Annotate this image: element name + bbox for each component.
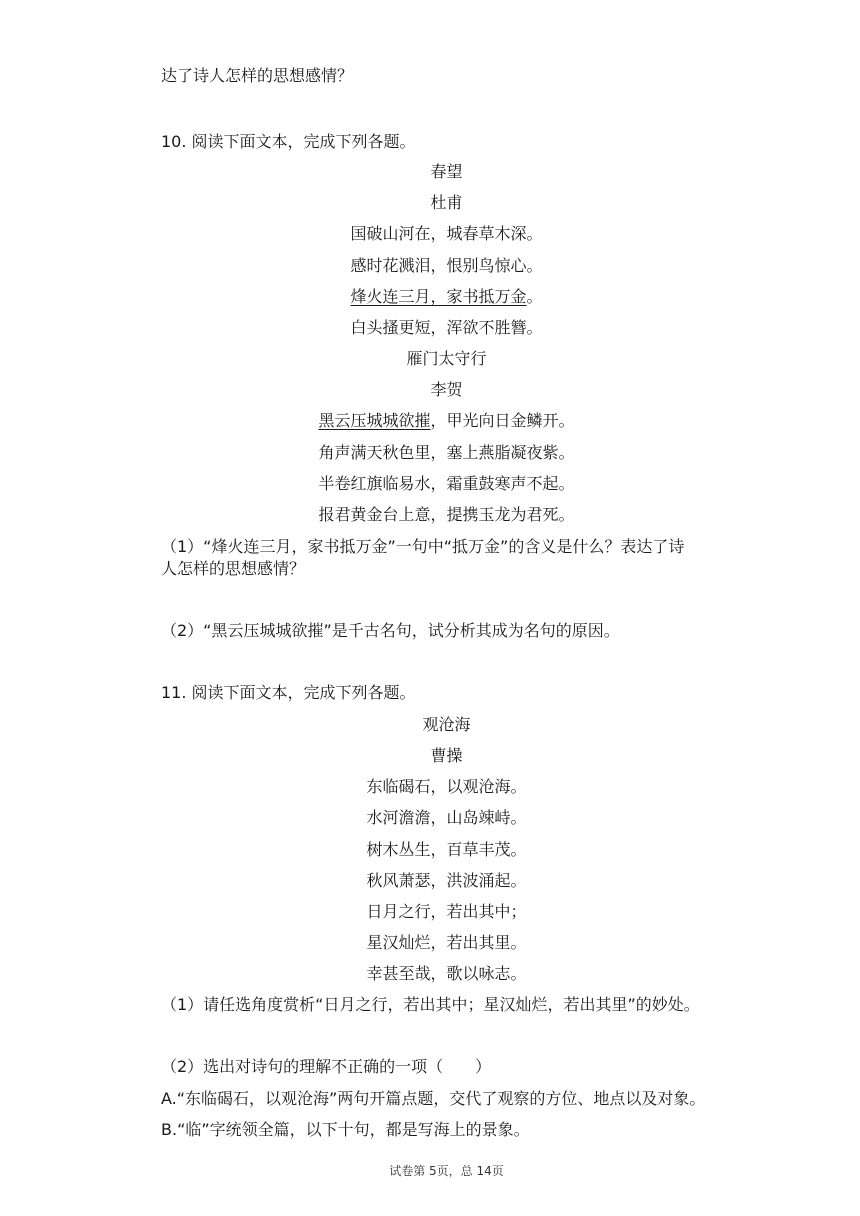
question-10-header: 10. 阅读下面文本，完成下列各题。 <box>161 132 416 151</box>
poem-line-underlined: 烽火连三月，家书抵万金。 <box>350 287 543 306</box>
question-11-sub2: （2）选出对诗句的理解不正确的一项（ ） <box>161 1057 492 1076</box>
question-10-sub2: （2）“黑云压城城欲摧”是千古名句，试分析其成为名句的原因。 <box>161 621 620 640</box>
poem-line: 水河澹澹，山岛竦峙。 <box>366 808 527 827</box>
question-11-sub1: （1）请任选角度赏析“日月之行，若出其中；星汉灿烂，若出其里”的妙处。 <box>161 995 700 1014</box>
poem-title-guancanghai: 观沧海 <box>422 715 471 734</box>
poem-author-lihe: 李贺 <box>430 380 463 399</box>
question-10-sub1: （1）“烽火连三月，家书抵万金”一句中“抵万金”的含义是什么？表达了诗 <box>161 537 685 556</box>
poem-author-dufu: 杜甫 <box>430 193 463 212</box>
option-a: A.“东临碣石，以观沧海”两句开篇点题，交代了观察的方位、地点以及对象。 <box>161 1089 706 1108</box>
poem-line-underlined: 黑云压城城欲摧，甲光向日金鳞开。 <box>318 411 575 430</box>
poem-line: 日月之行，若出其中； <box>366 902 527 921</box>
question-10-sub1-cont: 人怎样的思想感情？ <box>161 559 306 578</box>
question-11-header: 11. 阅读下面文本，完成下列各题。 <box>161 683 416 702</box>
poem-line: 国破山河在，城春草木深。 <box>350 224 543 243</box>
poem-line: 报君黄金台上意，提携玉龙为君死。 <box>318 505 575 524</box>
poem-line: 幸甚至哉，歌以咏志。 <box>366 964 527 983</box>
poem-line: 白头搔更短，浑欲不胜簪。 <box>350 318 543 337</box>
poem-line: 星汉灿烂，若出其里。 <box>366 933 527 952</box>
poem-line: 秋风萧瑟，洪波涌起。 <box>366 871 527 890</box>
poem-line: 东临碣石，以观沧海。 <box>366 777 527 796</box>
option-b: B.“临”字统领全篇，以下十句，都是写海上的景象。 <box>161 1120 530 1139</box>
page-footer: 试卷第 5页，总 14页 <box>389 1164 504 1178</box>
poem-line: 角声满天秋色里，塞上燕脂凝夜紫。 <box>318 443 575 462</box>
poem-line: 半卷红旗临易水，霜重鼓寒声不起。 <box>318 474 575 493</box>
poem-author-caocao: 曹操 <box>430 746 463 765</box>
poem-title-yanmen: 雁门太守行 <box>406 349 487 368</box>
underlined-phrase: 黑云压城城欲摧 <box>318 411 431 430</box>
poem-line: 树木丛生，百草丰茂。 <box>366 840 527 859</box>
underlined-phrase: 烽火连三月，家书抵万金 <box>350 287 527 306</box>
poem-line: 感时花溅泪，恨别鸟惊心。 <box>350 256 543 275</box>
poem-title-chunwang: 春望 <box>430 162 463 181</box>
continuation-line: 达了诗人怎样的思想感情？ <box>161 66 354 85</box>
